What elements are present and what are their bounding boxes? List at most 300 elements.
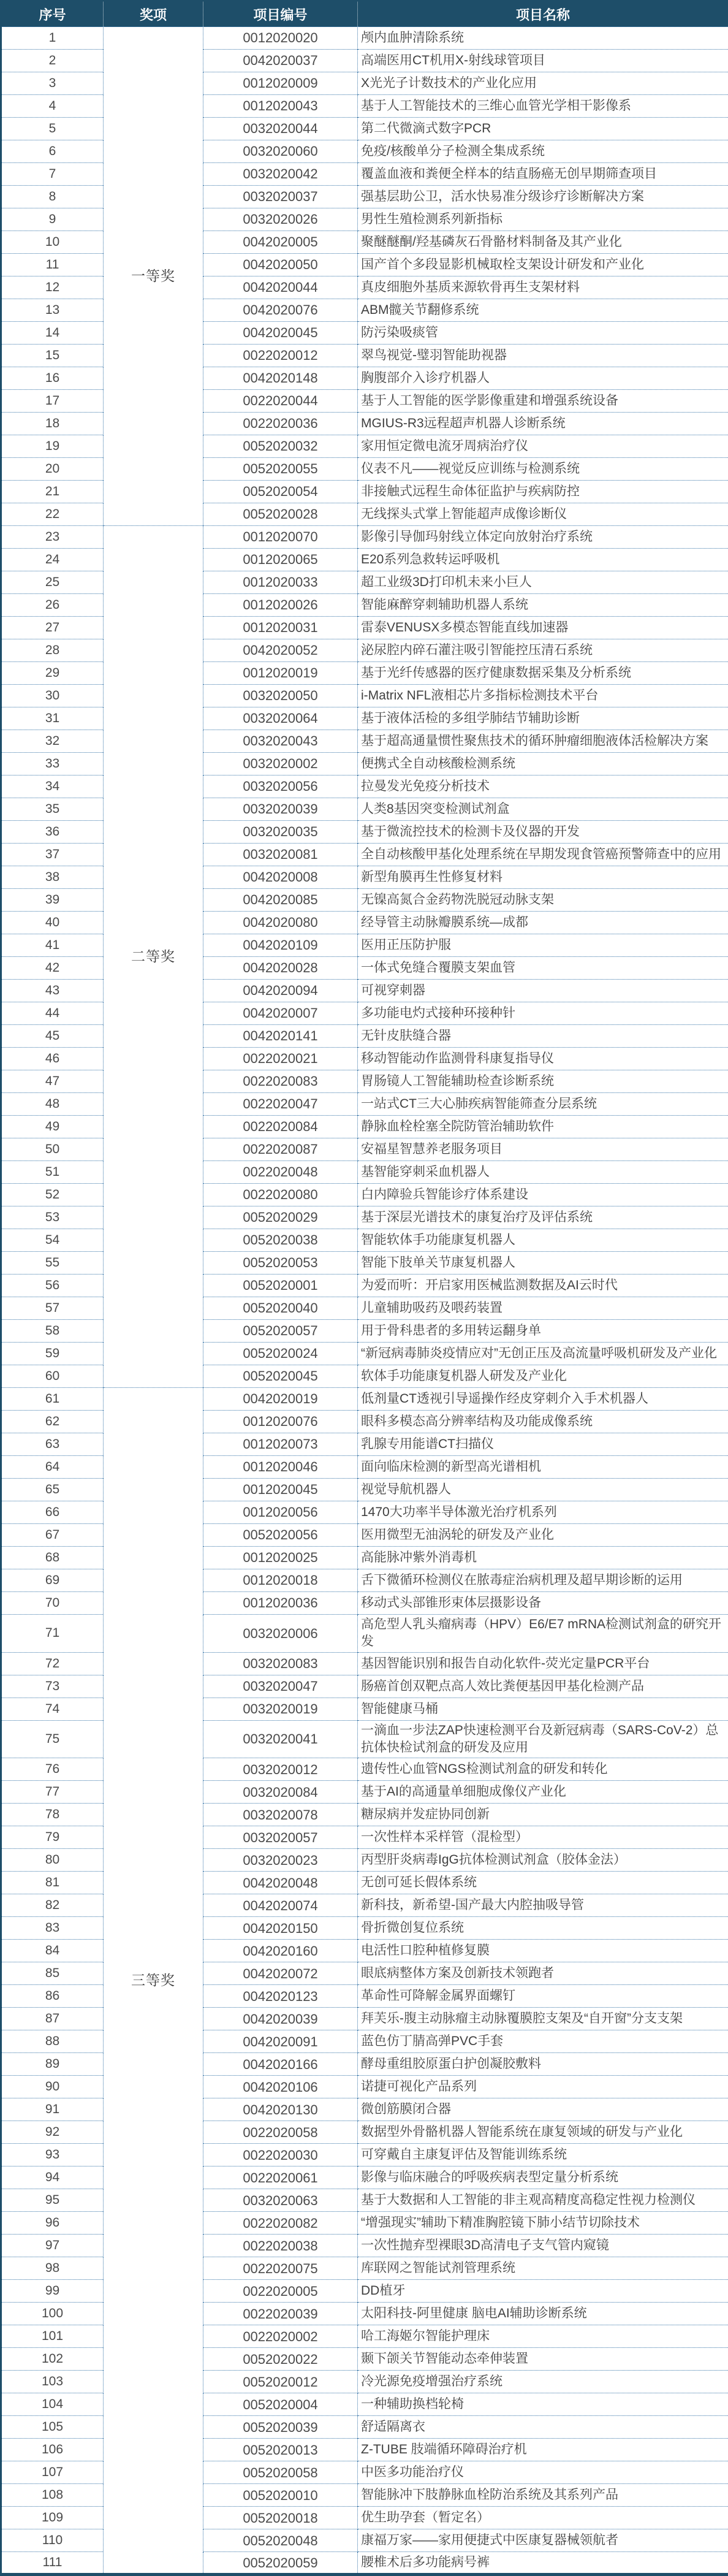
code-cell: 0042020076 [203, 299, 358, 322]
name-cell: 国产首个多段显影机械取栓支架设计研发和产业化 [358, 254, 728, 276]
name-cell: 无针皮肤缝合器 [358, 1025, 728, 1048]
serial-cell: 110 [1, 2529, 104, 2552]
serial-cell: 41 [1, 934, 104, 957]
name-cell: 腰椎术后多功能病号裤 [358, 2552, 728, 2575]
serial-cell: 28 [1, 639, 104, 662]
serial-cell: 17 [1, 390, 104, 413]
name-cell: 高端医用CT机用X-射线球管项目 [358, 50, 728, 72]
code-cell: 0042020109 [203, 934, 358, 957]
code-cell: 0022020080 [203, 1184, 358, 1206]
serial-cell: 2 [1, 50, 104, 72]
serial-cell: 36 [1, 821, 104, 844]
code-cell: 0012020046 [203, 1456, 358, 1479]
name-cell: 基于AI的高通量单细胞成像仪产业化 [358, 1781, 728, 1804]
serial-cell: 65 [1, 1479, 104, 1501]
serial-cell: 92 [1, 2121, 104, 2144]
serial-cell: 26 [1, 594, 104, 617]
code-cell: 0032020041 [203, 1720, 358, 1758]
code-cell: 0012020020 [203, 27, 358, 50]
name-cell: 翠鸟视觉-璧羽智能助视器 [358, 345, 728, 367]
code-cell: 0052020029 [203, 1206, 358, 1229]
name-cell: 基因智能识别和报告自动化软件-荧光定量PCR平台 [358, 1652, 728, 1675]
name-cell: “新冠病毒肺炎疫情应对”无创正压及高流量呼吸机研发及产业化 [358, 1343, 728, 1365]
serial-cell: 21 [1, 481, 104, 503]
serial-cell: 43 [1, 980, 104, 1002]
name-cell: 白内障验兵智能诊疗体系建设 [358, 1184, 728, 1206]
serial-cell: 37 [1, 844, 104, 866]
code-cell: 0022020005 [203, 2280, 358, 2303]
code-cell: 0012020031 [203, 617, 358, 639]
serial-cell: 24 [1, 549, 104, 571]
table-body [1, 27, 728, 2575]
serial-cell: 100 [1, 2303, 104, 2325]
code-cell: 0042020091 [203, 2030, 358, 2053]
name-cell: 高能脉冲紫外消毒机 [358, 1547, 728, 1569]
code-cell: 0022020012 [203, 345, 358, 367]
name-cell: 优生助孕套（暂定名） [358, 2507, 728, 2529]
serial-cell: 19 [1, 435, 104, 458]
name-cell: 仪表不凡——视觉反应训练与检测系统 [358, 458, 728, 481]
serial-cell: 5 [1, 118, 104, 140]
serial-cell: 102 [1, 2348, 104, 2371]
name-cell: 糖尿病并发症协同创新 [358, 1804, 728, 1826]
serial-cell: 32 [1, 730, 104, 753]
serial-cell: 1 [1, 27, 104, 50]
code-cell: 0032020044 [203, 118, 358, 140]
code-cell: 0052020010 [203, 2484, 358, 2507]
code-cell: 0052020024 [203, 1343, 358, 1365]
name-cell: 颞下颌关节智能动态牵伸装置 [358, 2348, 728, 2371]
name-cell: 一体式免缝合覆膜支架血管 [358, 957, 728, 980]
code-cell: 0022020087 [203, 1138, 358, 1161]
name-cell: 基智能穿刺采血机器人 [358, 1161, 728, 1184]
name-cell: 眼科多模态高分辨率结构及功能成像系统 [358, 1411, 728, 1433]
name-cell: 舒适隔离衣 [358, 2416, 728, 2439]
code-cell: 0032020043 [203, 730, 358, 753]
name-cell: 酵母重组胶原蛋白护创凝胶敷料 [358, 2053, 728, 2076]
serial-cell: 79 [1, 1826, 104, 1849]
code-cell: 0032020023 [203, 1849, 358, 1872]
name-cell: 眼底病整体方案及创新技术领跑者 [358, 1962, 728, 1985]
code-cell: 0052020001 [203, 1275, 358, 1297]
serial-cell: 45 [1, 1025, 104, 1048]
code-cell: 0012020073 [203, 1433, 358, 1456]
name-cell: 影像引导伽玛射线立体定向放射治疗系统 [358, 526, 728, 549]
serial-cell: 50 [1, 1138, 104, 1161]
code-cell: 0052020048 [203, 2529, 358, 2552]
name-cell: 儿童辅助吸药及喂药装置 [358, 1297, 728, 1320]
code-cell: 0052020013 [203, 2439, 358, 2461]
serial-cell: 9 [1, 208, 104, 231]
serial-cell: 77 [1, 1781, 104, 1804]
serial-cell: 111 [1, 2552, 104, 2575]
serial-cell: 13 [1, 299, 104, 322]
serial-cell: 86 [1, 1985, 104, 2008]
header-row [1, 1, 728, 27]
code-cell: 0022020058 [203, 2121, 358, 2144]
serial-cell: 73 [1, 1675, 104, 1698]
serial-cell: 89 [1, 2053, 104, 2076]
code-cell: 0012020045 [203, 1479, 358, 1501]
award-cell: 二等奖 [104, 526, 203, 1388]
serial-cell: 72 [1, 1652, 104, 1675]
code-cell: 0042020039 [203, 2008, 358, 2030]
name-cell: 真皮细胞外基质来源软骨再生支架材料 [358, 276, 728, 299]
award-cell: 三等奖 [104, 1388, 203, 2575]
serial-cell: 107 [1, 2461, 104, 2484]
serial-cell: 42 [1, 957, 104, 980]
code-cell: 0032020026 [203, 208, 358, 231]
col-header-name: 项目名称 [358, 1, 728, 27]
serial-cell: 90 [1, 2076, 104, 2098]
name-cell: 非接触式远程生命体征监护与疾病防控 [358, 481, 728, 503]
serial-cell: 75 [1, 1720, 104, 1758]
serial-cell: 68 [1, 1547, 104, 1569]
code-cell: 0042020050 [203, 254, 358, 276]
code-cell: 0022020039 [203, 2303, 358, 2325]
name-cell: 蓝色仿丁腈高弹PVC手套 [358, 2030, 728, 2053]
serial-cell: 69 [1, 1569, 104, 1592]
serial-cell: 35 [1, 798, 104, 821]
code-cell: 0012020009 [203, 72, 358, 95]
name-cell: 静脉血栓栓塞全院防管治辅助软件 [358, 1116, 728, 1138]
code-cell: 0032020042 [203, 163, 358, 186]
serial-cell: 7 [1, 163, 104, 186]
name-cell: 基于人工智能技术的三维心血管光学相干影像系 [358, 95, 728, 118]
code-cell: 0022020021 [203, 1048, 358, 1070]
name-cell: 人类8基因突变检测试剂盒 [358, 798, 728, 821]
serial-cell: 23 [1, 526, 104, 549]
name-cell: 基于深层光谱技术的康复治疗及评估系统 [358, 1206, 728, 1229]
table-row [1, 526, 728, 549]
name-cell: 太阳科技-阿里健康 脑电AI辅助诊断系统 [358, 2303, 728, 2325]
name-cell: 智能软体手功能康复机器人 [358, 1229, 728, 1252]
serial-cell: 34 [1, 775, 104, 798]
name-cell: 泌尿腔内碎石灌注吸引智能控压清石系统 [358, 639, 728, 662]
code-cell: 0032020050 [203, 685, 358, 707]
name-cell: 聚醚醚酮/羟基磷灰石骨骼材料制备及其产业化 [358, 231, 728, 254]
code-cell: 0012020043 [203, 95, 358, 118]
code-cell: 0032020039 [203, 798, 358, 821]
code-cell: 0032020078 [203, 1804, 358, 1826]
code-cell: 0042020150 [203, 1917, 358, 1940]
name-cell: 可视穿刺器 [358, 980, 728, 1002]
serial-cell: 62 [1, 1411, 104, 1433]
code-cell: 0022020082 [203, 2212, 358, 2235]
serial-cell: 70 [1, 1592, 104, 1615]
name-cell: 智能下肢单关节康复机器人 [358, 1252, 728, 1275]
name-cell: 无线探头式掌上智能超声成像诊断仪 [358, 503, 728, 526]
name-cell: 数据型外骨骼机器人智能系统在康复领域的研发与产业化 [358, 2121, 728, 2144]
code-cell: 0042020080 [203, 912, 358, 934]
serial-cell: 27 [1, 617, 104, 639]
serial-cell: 54 [1, 1229, 104, 1252]
serial-cell: 51 [1, 1161, 104, 1184]
code-cell: 0042020052 [203, 639, 358, 662]
serial-cell: 30 [1, 685, 104, 707]
name-cell: 智能麻醉穿刺辅助机器人系统 [358, 594, 728, 617]
name-cell: 肠癌首创双靶点高人效比粪便基因甲基化检测产品 [358, 1675, 728, 1698]
name-cell: 新型角膜再生性修复材料 [358, 866, 728, 889]
col-header-code: 项目编号 [203, 1, 358, 27]
code-cell: 0032020006 [203, 1615, 358, 1653]
serial-cell: 105 [1, 2416, 104, 2439]
serial-cell: 46 [1, 1048, 104, 1070]
name-cell: 基于液体活检的多组学肺结节辅助诊断 [358, 707, 728, 730]
code-cell: 0022020002 [203, 2325, 358, 2348]
code-cell: 0032020084 [203, 1781, 358, 1804]
name-cell: 移动智能动作监测骨科康复指导仪 [358, 1048, 728, 1070]
name-cell: 无创可延长假体系统 [358, 1872, 728, 1894]
serial-cell: 18 [1, 413, 104, 435]
name-cell: 诺捷可视化产品系列 [358, 2076, 728, 2098]
name-cell: 一次性抛弃型裸眼3D高清电子支气管内窥镜 [358, 2235, 728, 2257]
code-cell: 0042020085 [203, 889, 358, 912]
name-cell: 影像与临床融合的呼吸疾病表型定量分析系统 [358, 2166, 728, 2189]
code-cell: 0052020040 [203, 1297, 358, 1320]
serial-cell: 3 [1, 72, 104, 95]
name-cell: 一滴血一步法ZAP快速检测平台及新冠病毒（SARS-CoV-2）总抗体快检试剂盒的研发及应用 [358, 1720, 728, 1758]
code-cell: 0042020160 [203, 1940, 358, 1962]
name-cell: 1470大功率半导体激光治疗机系列 [358, 1501, 728, 1524]
code-cell: 0042020037 [203, 50, 358, 72]
code-cell: 0042020072 [203, 1962, 358, 1985]
serial-cell: 84 [1, 1940, 104, 1962]
code-cell: 0042020074 [203, 1894, 358, 1917]
code-cell: 0022020036 [203, 413, 358, 435]
serial-cell: 76 [1, 1758, 104, 1781]
code-cell: 0022020083 [203, 1070, 358, 1093]
name-cell: 遗传性心血管NGS检测试剂盒的研发和转化 [358, 1758, 728, 1781]
name-cell: 骨折微创复位系统 [358, 1917, 728, 1940]
code-cell: 0022020084 [203, 1116, 358, 1138]
serial-cell: 20 [1, 458, 104, 481]
table-row [1, 27, 728, 50]
name-cell: 家用恒定微电流牙周病治疗仪 [358, 435, 728, 458]
name-cell: “增强现实”辅助下精准胸腔镜下肺小结节切除技术 [358, 2212, 728, 2235]
serial-cell: 4 [1, 95, 104, 118]
name-cell: 经导管主动脉瓣膜系统—成都 [358, 912, 728, 934]
code-cell: 0012020070 [203, 526, 358, 549]
name-cell: 微创筋膜闭合器 [358, 2098, 728, 2121]
name-cell: 舌下微循环检测仪在脓毒症治病机理及超早期诊断的运用 [358, 1569, 728, 1592]
serial-cell: 97 [1, 2235, 104, 2257]
code-cell: 0022020038 [203, 2235, 358, 2257]
name-cell: 全自动核酸甲基化处理系统在早期发现食管癌预警筛查中的应用 [358, 844, 728, 866]
serial-cell: 25 [1, 571, 104, 594]
code-cell: 0042020106 [203, 2076, 358, 2098]
name-cell: 颅内血肿清除系统 [358, 27, 728, 50]
serial-cell: 44 [1, 1002, 104, 1025]
name-cell: 安福星智慧养老服务项目 [358, 1138, 728, 1161]
serial-cell: 81 [1, 1872, 104, 1894]
code-cell: 0052020028 [203, 503, 358, 526]
serial-cell: 83 [1, 1917, 104, 1940]
serial-cell: 52 [1, 1184, 104, 1206]
code-cell: 0042020048 [203, 1872, 358, 1894]
name-cell: i-Matrix NFL液相芯片多指标检测技术平台 [358, 685, 728, 707]
name-cell: 医用微型无油涡轮的研发及产业化 [358, 1524, 728, 1547]
col-header-serial: 序号 [1, 1, 104, 27]
code-cell: 0052020059 [203, 2552, 358, 2575]
serial-cell: 8 [1, 186, 104, 208]
serial-cell: 63 [1, 1433, 104, 1456]
serial-cell: 6 [1, 140, 104, 163]
name-cell: 低剂量CT透视引导遥操作经皮穿刺介入手术机器人 [358, 1388, 728, 1411]
code-cell: 0022020048 [203, 1161, 358, 1184]
serial-cell: 71 [1, 1615, 104, 1653]
name-cell: 雷泰VENUSX多模态智能直线加速器 [358, 617, 728, 639]
code-cell: 0052020022 [203, 2348, 358, 2371]
serial-cell: 99 [1, 2280, 104, 2303]
serial-cell: 10 [1, 231, 104, 254]
name-cell: 第二代微滴式数字PCR [358, 118, 728, 140]
name-cell: 一次性样本采样管（混检型） [358, 1826, 728, 1849]
name-cell: 视觉导航机器人 [358, 1479, 728, 1501]
code-cell: 0052020038 [203, 1229, 358, 1252]
name-cell: 智能健康马桶 [358, 1698, 728, 1720]
serial-cell: 22 [1, 503, 104, 526]
code-cell: 0052020045 [203, 1365, 358, 1388]
name-cell: 软体手功能康复机器人研发及产业化 [358, 1365, 728, 1388]
name-cell: 智能脉冲下肢静脉血栓防治系统及其系列产品 [358, 2484, 728, 2507]
name-cell: 哈工海姬尔智能护理床 [358, 2325, 728, 2348]
serial-cell: 85 [1, 1962, 104, 1985]
serial-cell: 33 [1, 753, 104, 775]
serial-cell: 58 [1, 1320, 104, 1343]
code-cell: 0052020039 [203, 2416, 358, 2439]
serial-cell: 74 [1, 1698, 104, 1720]
code-cell: 0042020028 [203, 957, 358, 980]
code-cell: 0032020063 [203, 2189, 358, 2212]
serial-cell: 78 [1, 1804, 104, 1826]
serial-cell: 48 [1, 1093, 104, 1116]
name-cell: 超工业级3D打印机未来小巨人 [358, 571, 728, 594]
serial-cell: 12 [1, 276, 104, 299]
code-cell: 0032020035 [203, 821, 358, 844]
serial-cell: 80 [1, 1849, 104, 1872]
serial-cell: 53 [1, 1206, 104, 1229]
name-cell: 冷光源免疫增强治疗系统 [358, 2371, 728, 2393]
serial-cell: 31 [1, 707, 104, 730]
code-cell: 0032020012 [203, 1758, 358, 1781]
name-cell: 丙型肝炎病毒IgG抗体检测试剂盒（胶体金法） [358, 1849, 728, 1872]
serial-cell: 91 [1, 2098, 104, 2121]
serial-cell: 94 [1, 2166, 104, 2189]
code-cell: 0052020058 [203, 2461, 358, 2484]
col-header-award: 奖项 [104, 1, 203, 27]
award-cell: 一等奖 [104, 27, 203, 526]
name-cell: 高危型人乳头瘤病毒（HPV）E6/E7 mRNA检测试剂盒的研究开发 [358, 1615, 728, 1653]
code-cell: 0022020044 [203, 390, 358, 413]
serial-cell: 39 [1, 889, 104, 912]
serial-cell: 15 [1, 345, 104, 367]
serial-cell: 101 [1, 2325, 104, 2348]
code-cell: 0042020094 [203, 980, 358, 1002]
code-cell: 0052020004 [203, 2393, 358, 2416]
serial-cell: 55 [1, 1252, 104, 1275]
serial-cell: 29 [1, 662, 104, 685]
code-cell: 0042020007 [203, 1002, 358, 1025]
serial-cell: 103 [1, 2371, 104, 2393]
serial-cell: 56 [1, 1275, 104, 1297]
table-header [1, 1, 728, 27]
name-cell: 乳腺专用能谱CT扫描仪 [358, 1433, 728, 1456]
name-cell: 胃肠镜人工智能辅助检查诊断系统 [358, 1070, 728, 1093]
name-cell: 基于超高通量惯性聚焦技术的循环肿瘤细胞液体活检解决方案 [358, 730, 728, 753]
name-cell: 防污染吸痰管 [358, 322, 728, 345]
name-cell: 库联网之智能试剂管理系统 [358, 2257, 728, 2280]
name-cell: 便携式全自动核酸检测系统 [358, 753, 728, 775]
name-cell: 基于大数据和人工智能的非主观高精度高稳定性视力检测仪 [358, 2189, 728, 2212]
table-row [1, 1388, 728, 1411]
code-cell: 0042020141 [203, 1025, 358, 1048]
serial-cell: 104 [1, 2393, 104, 2416]
name-cell: 拉曼发光免疫分析技术 [358, 775, 728, 798]
code-cell: 0042020008 [203, 866, 358, 889]
code-cell: 0042020166 [203, 2053, 358, 2076]
name-cell: 胸腹部介入诊疗机器人 [358, 367, 728, 390]
serial-cell: 82 [1, 1894, 104, 1917]
name-cell: 面向临床检测的新型高光谱相机 [358, 1456, 728, 1479]
name-cell: 电活性口腔种植修复膜 [358, 1940, 728, 1962]
name-cell: 基于人工智能的医学影像重建和增强系统设备 [358, 390, 728, 413]
code-cell: 0052020012 [203, 2371, 358, 2393]
serial-cell: 14 [1, 322, 104, 345]
name-cell: 男性生殖检测系列新指标 [358, 208, 728, 231]
code-cell: 0052020032 [203, 435, 358, 458]
name-cell: X光光子计数技术的产业化应用 [358, 72, 728, 95]
name-cell: Z-TUBE 肢端循环障碍治疗机 [358, 2439, 728, 2461]
code-cell: 0042020130 [203, 2098, 358, 2121]
name-cell: ABM髋关节翻修系统 [358, 299, 728, 322]
name-cell: MGIUS-R3远程超声机器人诊断系统 [358, 413, 728, 435]
code-cell: 0032020064 [203, 707, 358, 730]
code-cell: 0022020047 [203, 1093, 358, 1116]
serial-cell: 49 [1, 1116, 104, 1138]
code-cell: 0052020018 [203, 2507, 358, 2529]
serial-cell: 67 [1, 1524, 104, 1547]
code-cell: 0012020036 [203, 1592, 358, 1615]
serial-cell: 93 [1, 2144, 104, 2166]
code-cell: 0022020075 [203, 2257, 358, 2280]
code-cell: 0042020005 [203, 231, 358, 254]
name-cell: 可穿戴自主康复评估及智能训练系统 [358, 2144, 728, 2166]
serial-cell: 109 [1, 2507, 104, 2529]
code-cell: 0042020123 [203, 1985, 358, 2008]
code-cell: 0052020054 [203, 481, 358, 503]
serial-cell: 57 [1, 1297, 104, 1320]
serial-cell: 16 [1, 367, 104, 390]
code-cell: 0012020065 [203, 549, 358, 571]
serial-cell: 108 [1, 2484, 104, 2507]
name-cell: 多功能电灼式接种环接种针 [358, 1002, 728, 1025]
code-cell: 0022020030 [203, 2144, 358, 2166]
code-cell: 0032020081 [203, 844, 358, 866]
code-cell: 0012020019 [203, 662, 358, 685]
code-cell: 0042020019 [203, 1388, 358, 1411]
name-cell: 覆盖血液和粪便全样本的结直肠癌无创早期筛查项目 [358, 163, 728, 186]
name-cell: 强基层助公卫，活水快易准分级诊疗诊断解决方案 [358, 186, 728, 208]
serial-cell: 66 [1, 1501, 104, 1524]
code-cell: 0052020055 [203, 458, 358, 481]
code-cell: 0042020148 [203, 367, 358, 390]
serial-cell: 11 [1, 254, 104, 276]
name-cell: 移动式头部锥形束体层摄影设备 [358, 1592, 728, 1615]
name-cell: 为爱而听：开启家用医械监测数据及AI云时代 [358, 1275, 728, 1297]
code-cell: 0052020053 [203, 1252, 358, 1275]
serial-cell: 64 [1, 1456, 104, 1479]
